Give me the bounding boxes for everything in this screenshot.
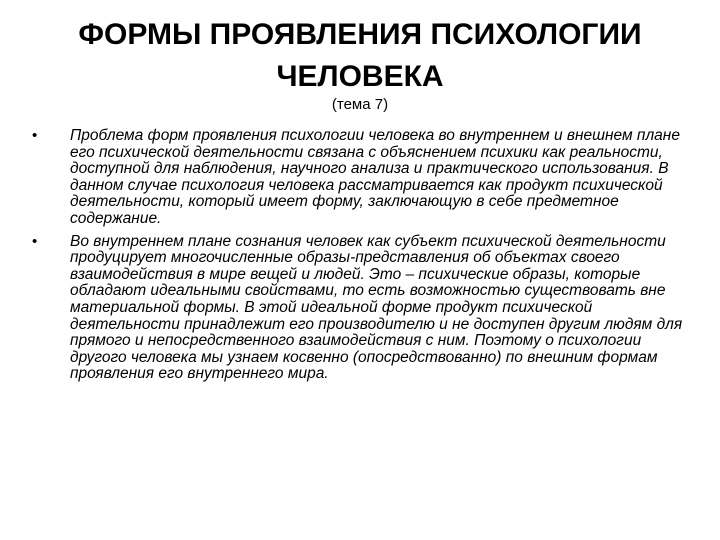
list-item [32, 234, 692, 383]
bullet-list [32, 128, 692, 389]
list-item [32, 128, 692, 228]
slide-title-line-1: ФОРМЫ ПРОЯВЛЕНИЯ ПСИХОЛОГИИ [78, 18, 642, 51]
slide-title [40, 14, 680, 98]
bullet-text: Проблема форм проявления психологии человека во внутреннем и внешнем плане его психической деятельности связана с объяснением психики как реальности, доступной для наблюдения, научного анализа и практического использования. В данном случае психология человека рассматривается как продукт психической деятельности, который имеет форму, заключающую в себе предметное содержание. [70, 127, 680, 227]
bullet-icon: • [32, 232, 38, 250]
slide-title-line-2: ЧЕЛОВЕКА [276, 60, 444, 93]
slide-subtitle: (тема 7) [331, 96, 389, 113]
bullet-icon: • [32, 127, 38, 144]
bullet-text: Во внутреннем плане сознания человек как субъект психической деятельности продуцирует многочисленные образы-представления об объектах своего взаимодействия в мире вещей и людей. Это – психические образы, которые обладают идеальными свойствами, то есть возможностью существовать вне материальной формы. В этой идеальной форме продукт психической деятельности принадлежит его производителю и не доступен другим людям для прямого и непосредственного взаимодействия с ним. Поэтому о психологии другого человека мы узнаем косвенно (опосредствованно) по внешним формам проявления его внутреннего мира. [70, 232, 683, 383]
